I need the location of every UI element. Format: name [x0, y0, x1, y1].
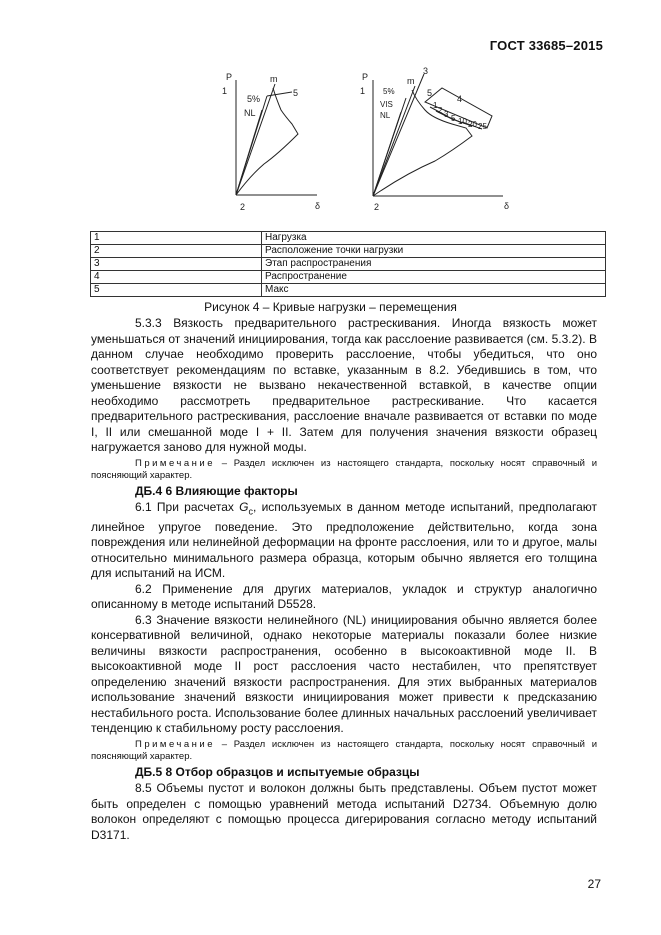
paragraph-6-1 — [91, 500, 597, 582]
right-label-2: 2 — [374, 202, 380, 212]
legend-row — [91, 232, 606, 245]
legend-row — [91, 271, 606, 284]
right-seq-label: 1 — [433, 101, 438, 110]
right-seq-label: 3 — [444, 110, 449, 119]
note — [91, 458, 597, 482]
note-label: Примечание — [135, 738, 215, 750]
paragraph-6-2: 6.2 Применение для других материалов, укладок и структур аналогично описанному в методе испытаний D5528. — [91, 581, 597, 612]
page-number: 27 — [587, 877, 601, 891]
legend-row — [91, 245, 606, 258]
right-label-3: 3 — [423, 66, 429, 76]
right-line-nl — [373, 112, 401, 196]
legend-row — [91, 284, 606, 297]
right-seq-label: 2 — [438, 106, 443, 115]
left-label-5pct: 5% — [247, 94, 261, 104]
legend-number: 2 — [91, 245, 262, 258]
legend-number: 5 — [91, 284, 262, 297]
g-subscript: c — [248, 506, 253, 517]
right-label-5pct: 5% — [383, 87, 395, 96]
legend-text: Нагрузка — [262, 232, 606, 245]
p61-pre: 6.1 При расчетах — [135, 500, 240, 514]
legend-text: Расположение точки нагрузки — [262, 245, 606, 258]
p61-post: , используемых в данном методе испытаний, предполагают линейное упругое поведение. Это предположение действительно, когда зона повреждения или нелинейной деформации на фронте расслоения, или то и другое, малы относительно минимального размера образца, которым обычно является его толщина для испытаний на ИСМ. — [91, 500, 597, 581]
figure-caption: Рисунок 4 – Кривые нагрузки – перемещения — [204, 300, 457, 314]
paragraph-6-3: 6.3 Значение вязкости нелинейного (NL) инициирования обычно является более консервативной величиной, однако некоторые материалы показали более низкие величины вязкости распространения, особенно в высокоактивной моде II. В высокоактивной моде II рост расслоения часто нестабилен, что препятствует определению значений вязкости распространения. Для этих выбранных материалов использование значений вязкости инициирования может привести к предсказанию нестабильного роста. Использование более длинных начальных расслоений увеличивает тенденцию к стабильному росту расслоения. — [91, 612, 597, 736]
legend-text: Распространение — [262, 271, 606, 284]
right-seq-label: 25 — [478, 122, 487, 131]
legend-number: 3 — [91, 258, 262, 271]
left-line-nl — [236, 110, 262, 195]
paragraph-5-3-3: 5.3.3 Вязкость предварительного растрескивания. Иногда вязкость может уменьшаться от значений инициирования, тогда как расслоение развивается (см. 5.3.2). В данном случае необходимо проверить расслоение, чтобы убедиться, что оно соответствует рекомендациям по вставке, указанным в 8.2. Убедившись в том, что уменьшение вязкости не вызвано некачественной вставкой, в качестве опции необходимо рассмотреть предварительное растрескивание. Что касается предварительного растрескивания, расслоение вначале развивается от вставки по моде I, II или смешанной моде I + II. Затем для получения значения вязкости образец нагружается заново для нужной моды. — [91, 316, 597, 454]
left-label-p: P — [226, 72, 233, 82]
right-label-m: m — [407, 76, 415, 86]
note — [91, 739, 597, 763]
right-label-1: 1 — [360, 86, 366, 96]
section-heading-db5: ДБ.5 8 Отбор образцов и испытуемые образцы — [135, 764, 420, 779]
figure-legend-table — [90, 231, 606, 297]
right-label-4: 4 — [457, 94, 463, 104]
left-label-delta: δ — [315, 201, 321, 211]
right-seq-label: 10 — [458, 117, 467, 126]
left-leader-5 — [267, 92, 292, 96]
left-label-m: m — [270, 74, 278, 84]
g-symbol: G — [239, 500, 249, 514]
section-heading-db4: ДБ.4 6 Влияющие факторы — [135, 483, 298, 498]
legend-text: Макс — [262, 284, 606, 297]
document-header: ГОСТ 33685–2015 — [489, 38, 603, 53]
right-label-nl: NL — [380, 111, 391, 120]
right-label-vis: VIS — [380, 100, 393, 109]
right-seq-label: 5 — [451, 114, 456, 123]
legend-text: Этап распространения — [262, 258, 606, 271]
note-text: – Раздел исключен из настоящего стандарта, поскольку носят справочный и поясняющий характер. — [91, 457, 597, 481]
legend-number: 1 — [91, 232, 262, 245]
right-line-3 — [373, 74, 424, 196]
left-label-5: 5 — [293, 88, 299, 98]
right-label-p: P — [362, 72, 369, 82]
note-text: – Раздел исключен из настоящего стандарта, поскольку носят справочный и поясняющий характер. — [91, 738, 597, 762]
left-label-nl: NL — [244, 108, 256, 118]
right-label-5: 5 — [427, 88, 433, 98]
right-label-delta: δ — [504, 201, 510, 211]
note-label: Примечание — [135, 457, 215, 469]
paragraph-8-5: 8.5 Объемы пустот и волокон должны быть представлены. Объем пустот может быть определен с помощью уравнений метода испытаний D2734. Объемную долю волокон определяют с помощью процесса дигерирования согласно методу испытаний D3171. — [91, 781, 597, 842]
load-displacement-figure — [220, 66, 520, 216]
left-label-2: 2 — [240, 202, 246, 212]
left-label-1: 1 — [222, 86, 228, 96]
right-seq-label: 20 — [468, 120, 477, 129]
document-body — [91, 316, 597, 843]
left-load-curve — [236, 88, 298, 195]
legend-row — [91, 258, 606, 271]
legend-number: 4 — [91, 271, 262, 284]
